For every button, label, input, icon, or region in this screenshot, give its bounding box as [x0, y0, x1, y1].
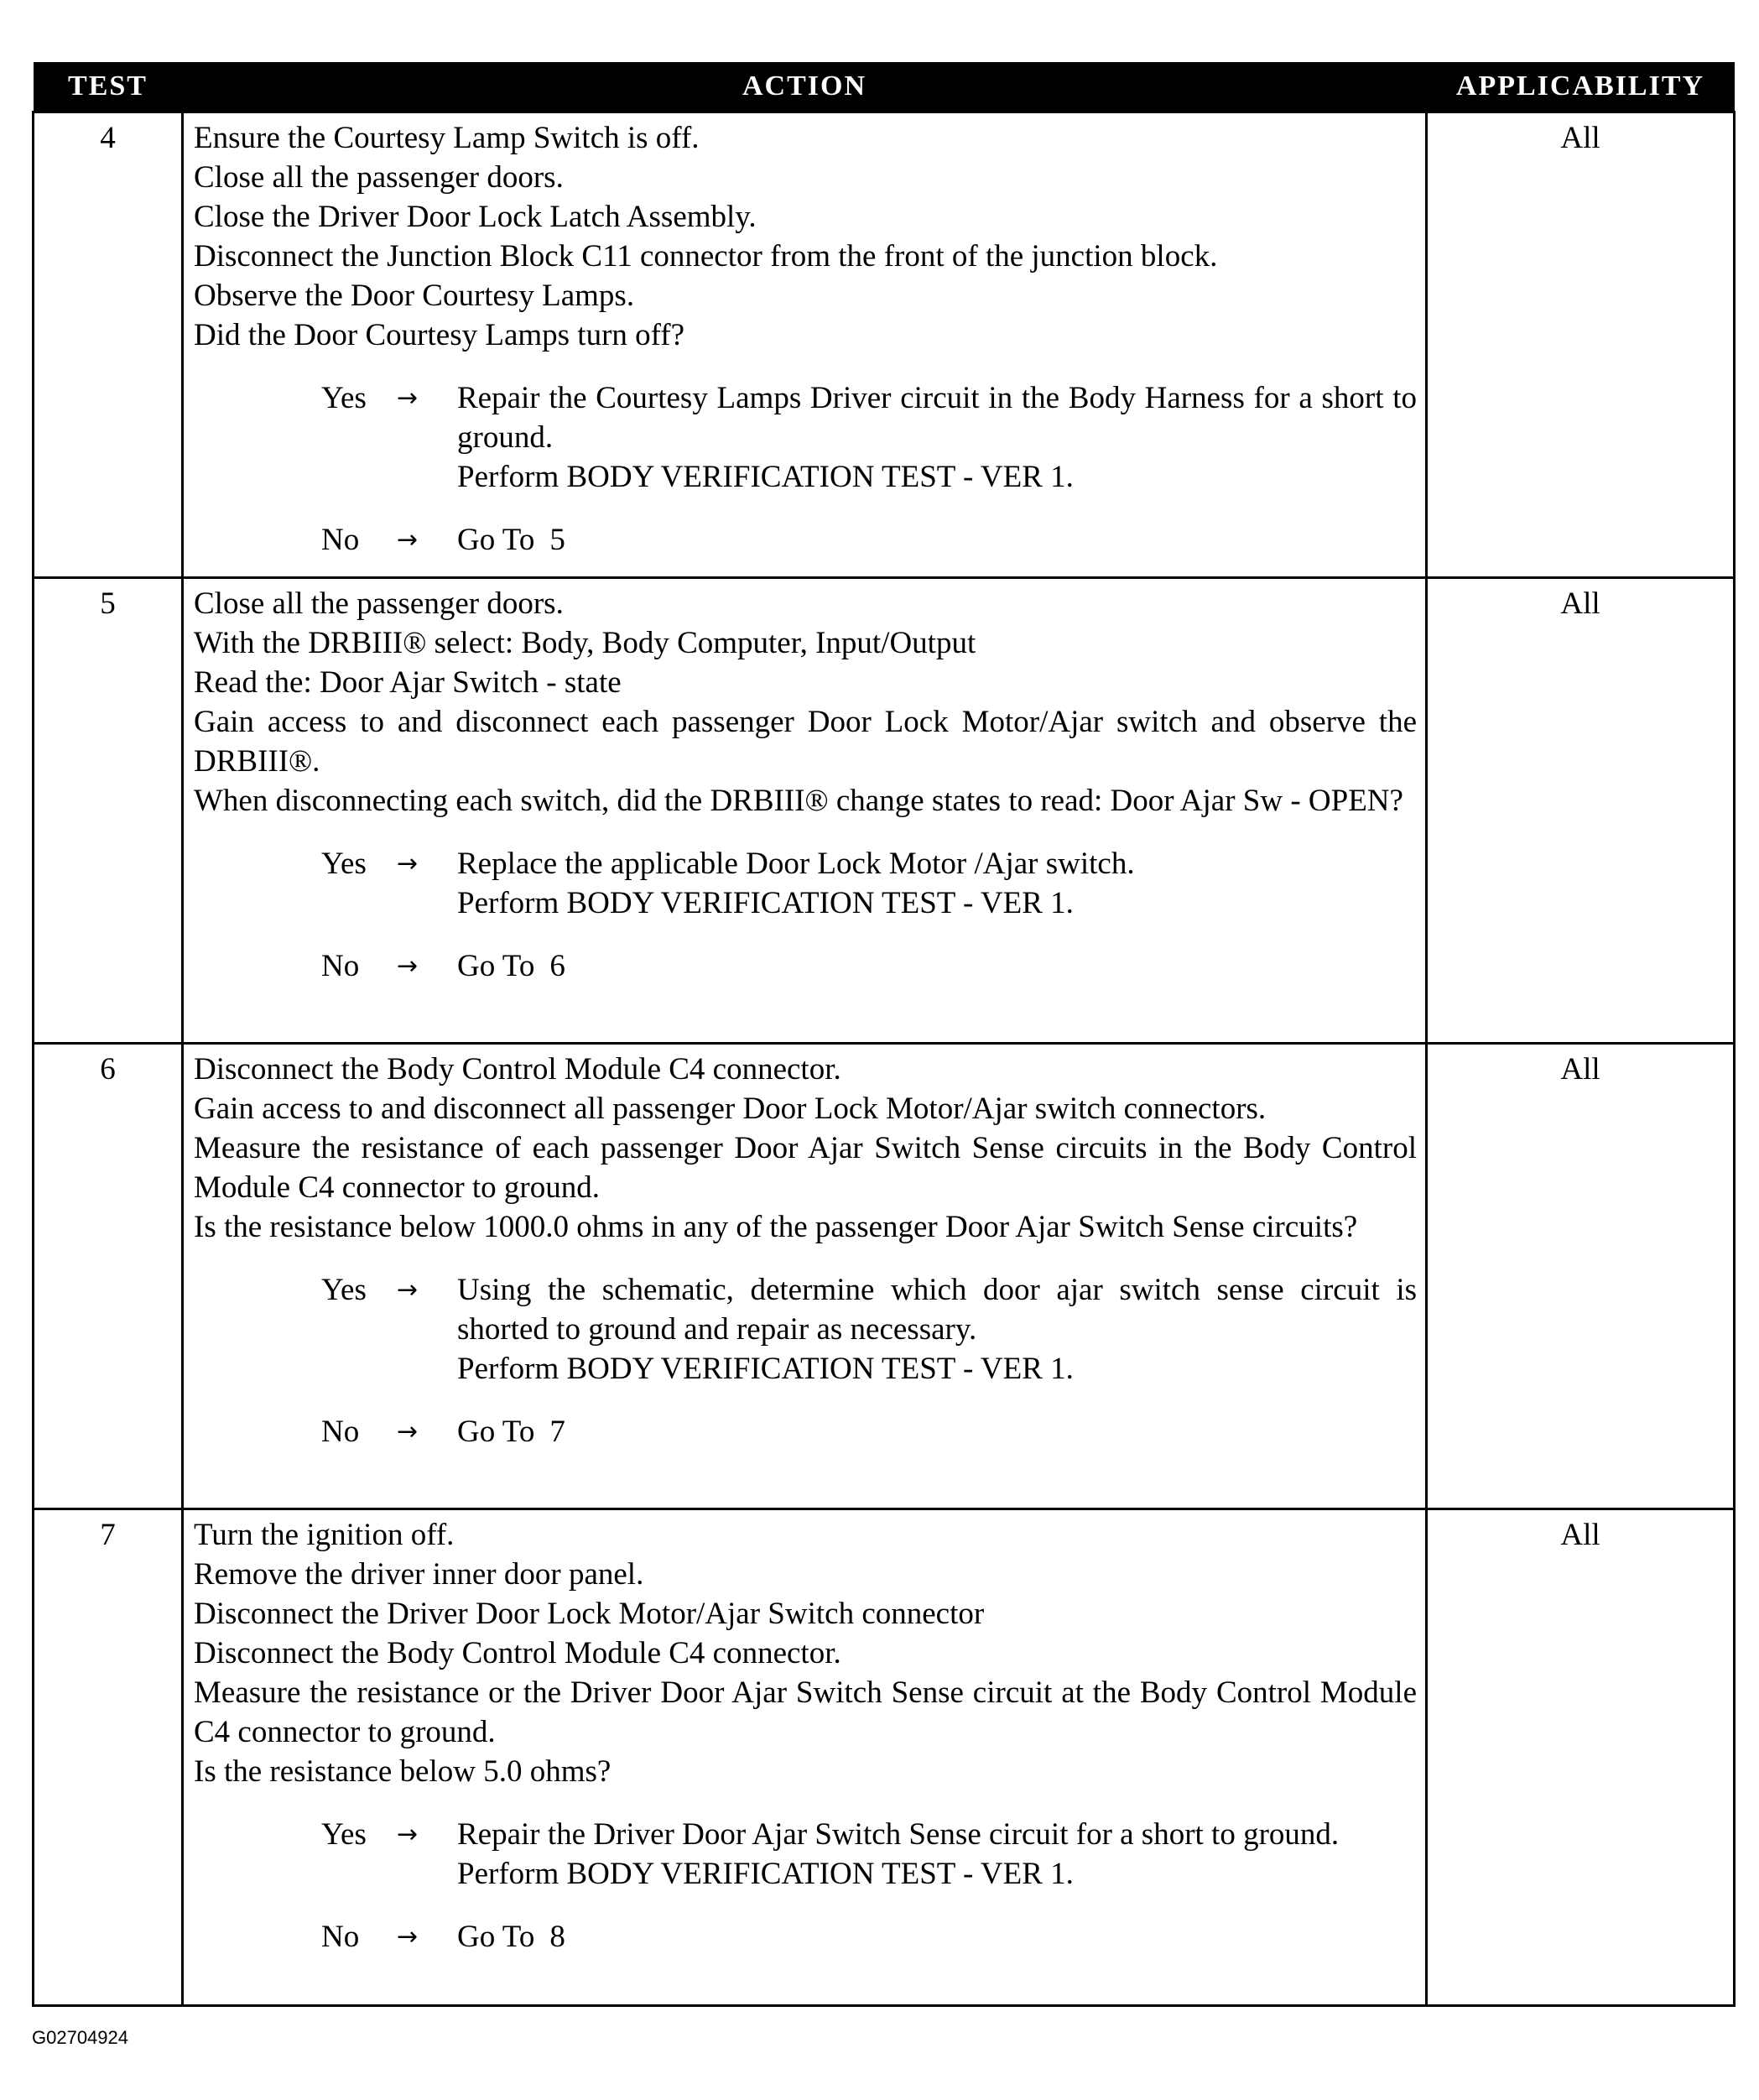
applicability-value: All: [1427, 1509, 1735, 2006]
right-arrow-icon: →: [397, 1820, 419, 1849]
applicability-value: All: [1427, 1044, 1735, 1509]
action-cell: [183, 112, 1427, 578]
action-step: Disconnect the Driver Door Lock Motor/Ajar Switch connector: [194, 1597, 985, 1631]
action-step: When disconnecting each switch, did the DRBIII® change states to read: Door Ajar Sw - OPEN?: [194, 784, 1403, 818]
yes-result: [457, 378, 1417, 497]
test-number: 6: [34, 1044, 183, 1509]
action-cell: [183, 578, 1427, 1044]
no-result: [457, 520, 1417, 560]
action-step: Turn the ignition off.: [194, 1518, 455, 1552]
yes-label: Yes: [321, 381, 367, 415]
no-outcome: [194, 1917, 1417, 1957]
yes-outcome: [194, 844, 1417, 923]
action-step: Observe the Door Courtesy Lamps.: [194, 279, 635, 313]
table-row: [34, 112, 1735, 578]
action-step: Gain access to and disconnect all passenger Door Lock Motor/Ajar switch connectors.: [194, 1092, 1267, 1126]
yes-outcome: [194, 1270, 1417, 1389]
table-row: [34, 1044, 1735, 1509]
table-row: [34, 1509, 1735, 2006]
header-applicability: APPLICABILITY: [1427, 62, 1735, 112]
table-header-row: [34, 62, 1735, 112]
header-action: ACTION: [183, 62, 1427, 112]
right-arrow-icon: →: [397, 849, 419, 878]
header-test: TEST: [34, 62, 183, 112]
right-arrow-icon: →: [397, 951, 419, 981]
action-step: Close the Driver Door Lock Latch Assembly.: [194, 200, 757, 234]
action-step: With the DRBIII® select: Body, Body Computer, Input/Output: [194, 626, 976, 660]
go-to-test-number: 5: [549, 523, 565, 557]
no-label: No: [321, 1415, 360, 1449]
go-to-label: Go To: [457, 949, 535, 983]
right-arrow-icon: →: [397, 525, 419, 555]
test-number: 7: [34, 1509, 183, 2006]
no-outcome: [194, 946, 1417, 986]
right-arrow-icon: →: [397, 383, 419, 413]
action-step: Close all the passenger doors.: [194, 160, 564, 195]
action-step: Ensure the Courtesy Lamp Switch is off.: [194, 121, 700, 155]
diagnostic-test-table: [32, 62, 1736, 2007]
figure-code: G02704924: [32, 2027, 128, 2048]
action-step: Disconnect the Body Control Module C4 connector.: [194, 1052, 841, 1086]
yes-outcome: [194, 1815, 1417, 1894]
action-step: Measure the resistance of each passenger Door Ajar Switch Sense circuits in the Body Control Module C4 connector to ground.: [194, 1131, 1417, 1205]
go-to-test-number: 6: [549, 949, 565, 983]
action-step: Disconnect the Body Control Module C4 connector.: [194, 1636, 841, 1670]
no-label: No: [321, 523, 360, 557]
yes-result: [457, 1815, 1417, 1894]
yes-result-line: Perform BODY VERIFICATION TEST - VER 1.: [457, 1857, 1074, 1891]
yes-result: [457, 1270, 1417, 1389]
yes-result-line: Perform BODY VERIFICATION TEST - VER 1.: [457, 460, 1074, 494]
no-label: No: [321, 1920, 360, 1954]
right-arrow-icon: →: [397, 1275, 419, 1305]
action-step: Measure the resistance or the Driver Door Ajar Switch Sense circuit at the Body Control Module C4 connector to ground.: [194, 1675, 1417, 1749]
go-to-label: Go To: [457, 523, 535, 557]
applicability-value: All: [1427, 578, 1735, 1044]
yes-result-line: Repair the Driver Door Ajar Switch Sense circuit for a short to ground.: [457, 1817, 1340, 1852]
yes-result: [457, 844, 1417, 923]
no-result: [457, 1412, 1417, 1451]
test-number: 5: [34, 578, 183, 1044]
action-step: Is the resistance below 1000.0 ohms in any of the passenger Door Ajar Switch Sense circuits?: [194, 1210, 1358, 1244]
yes-result-line: Using the schematic, determine which door ajar switch sense circuit is shorted to ground and repair as necessary.: [457, 1273, 1417, 1347]
action-step: Did the Door Courtesy Lamps turn off?: [194, 318, 685, 352]
action-cell: [183, 1044, 1427, 1509]
go-to-test-number: 7: [549, 1415, 565, 1449]
go-to-label: Go To: [457, 1415, 535, 1449]
outcomes: [194, 844, 1417, 986]
test-number: 4: [34, 112, 183, 578]
yes-result-line: Repair the Courtesy Lamps Driver circuit in the Body Harness for a short to ground.: [457, 381, 1417, 455]
outcomes: [194, 1270, 1417, 1451]
action-step: Read the: Door Ajar Switch - state: [194, 665, 622, 700]
yes-outcome: [194, 378, 1417, 497]
action-step: Disconnect the Junction Block C11 connector from the front of the junction block.: [194, 239, 1218, 274]
right-arrow-icon: →: [397, 1922, 419, 1951]
yes-label: Yes: [321, 1817, 367, 1852]
right-arrow-icon: →: [397, 1417, 419, 1446]
yes-result-line: Perform BODY VERIFICATION TEST - VER 1.: [457, 886, 1074, 920]
action-step: Close all the passenger doors.: [194, 586, 564, 621]
action-step: Is the resistance below 5.0 ohms?: [194, 1754, 611, 1789]
no-result: [457, 946, 1417, 986]
action-cell: [183, 1509, 1427, 2006]
action-step: Remove the driver inner door panel.: [194, 1557, 644, 1592]
table-row: [34, 578, 1735, 1044]
no-result: [457, 1917, 1417, 1957]
table-body: [34, 112, 1735, 2006]
go-to-label: Go To: [457, 1920, 535, 1954]
go-to-test-number: 8: [549, 1920, 565, 1954]
outcomes: [194, 1815, 1417, 1957]
yes-result-line: Replace the applicable Door Lock Motor /Ajar switch.: [457, 847, 1135, 881]
yes-label: Yes: [321, 1273, 367, 1307]
outcomes: [194, 378, 1417, 560]
yes-result-line: Perform BODY VERIFICATION TEST - VER 1.: [457, 1352, 1074, 1386]
action-step: Gain access to and disconnect each passenger Door Lock Motor/Ajar switch and observe the DRBIII®.: [194, 705, 1417, 779]
yes-label: Yes: [321, 847, 367, 881]
no-label: No: [321, 949, 360, 983]
applicability-value: All: [1427, 112, 1735, 578]
no-outcome: [194, 520, 1417, 560]
diagnostic-table-page: [32, 62, 1733, 2007]
no-outcome: [194, 1412, 1417, 1451]
